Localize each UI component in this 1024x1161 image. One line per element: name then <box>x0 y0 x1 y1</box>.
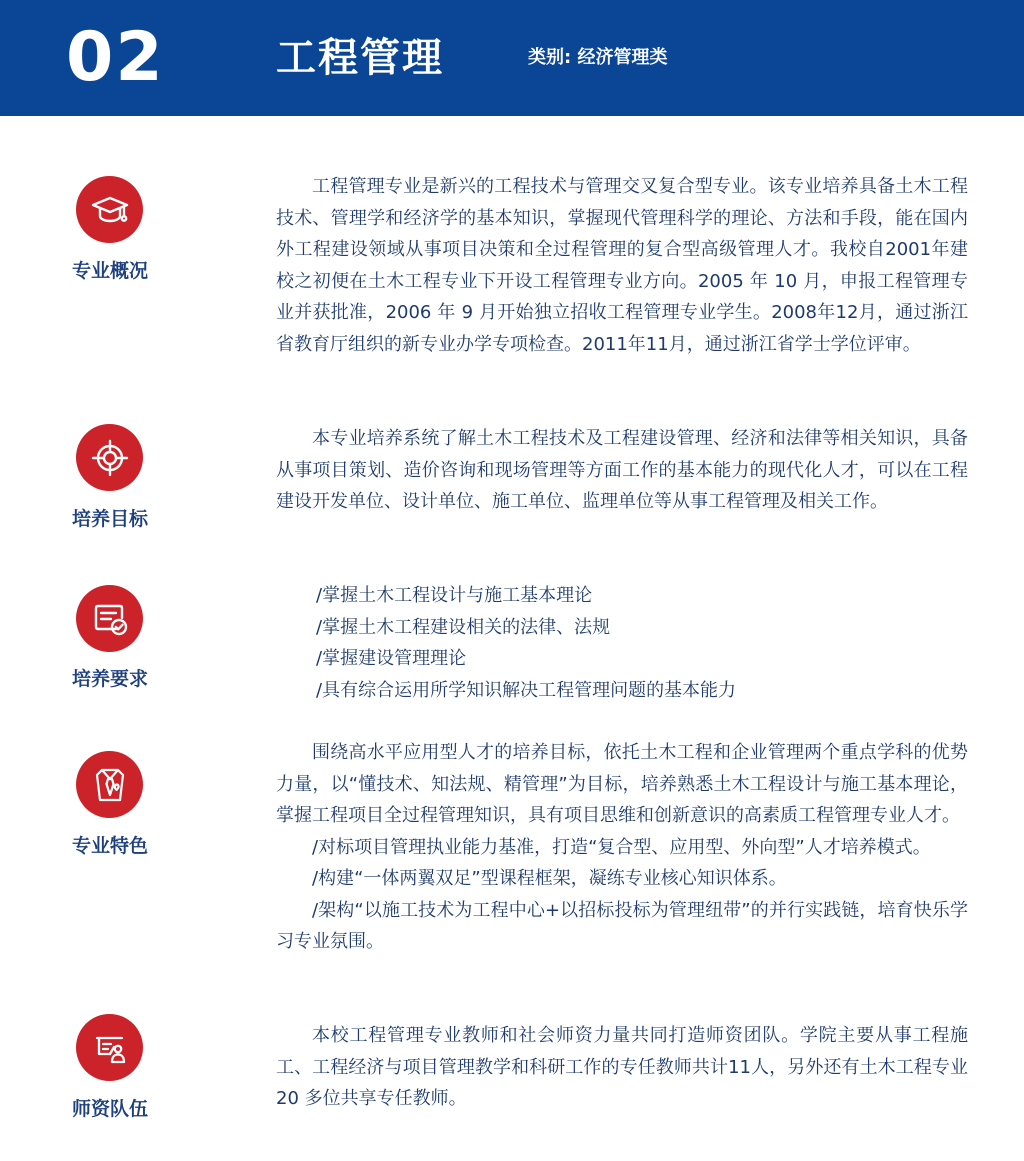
teacher-board-icon <box>76 1014 143 1081</box>
section-body <box>276 171 968 360</box>
paragraph: 工程管理专业是新兴的工程技术与管理交叉复合型专业。该专业培养具备土木工程技术、管理学和经济学的基本知识，掌握现代管理科学的理论、方法和手段，能在国内外工程建设领域从事项目决策和全过程管理的复合型高级管理人才。我校自2001年建校之初便在土木工程专业下开设工程管理专业方向。2005 年 10 月，申报工程管理专业并获批准，2006 年 9 月开始独立招收工程管理专业学生。2008年12月，通过浙江省教育厅组织的新专业办学专项检查。2011年11月，通过浙江省学士学位评审。 <box>276 176 968 355</box>
section-label: 培养要求 <box>71 668 148 690</box>
paragraph: 围绕高水平应用型人才的培养目标，依托土木工程和企业管理两个重点学科的优势力量，以“懂技术、知法规、精管理”为目标，培养熟悉土木工程设计与施工基本理论，掌握工程项目全过程管理知识，具有项目思维和创新意识的高素质工程管理专业人才。 <box>276 742 968 826</box>
target-icon <box>76 424 143 491</box>
list-item: /掌握建设管理理论 <box>316 648 467 669</box>
section-label: 师资队伍 <box>71 1098 148 1120</box>
paragraph: 本专业培养系统了解土木工程技术及工程建设管理、经济和法律等相关知识，具备从事项目策划、造价咨询和现场管理等方面工作的基本能力的现代化人才，可以在工程建设开发单位、设计单位、施工单位、监理单位等从事工程管理及相关工作。 <box>276 428 968 512</box>
category-label: 类别: 经济管理类 <box>528 47 668 68</box>
paragraph: /构建“一体两翼双足”型课程框架，凝练专业核心知识体系。 <box>312 868 787 889</box>
section-label: 专业特色 <box>71 835 148 857</box>
section-label: 专业概况 <box>71 260 148 282</box>
section-body <box>276 737 968 958</box>
list-item: /掌握土木工程设计与施工基本理论 <box>316 585 593 606</box>
list-item: /掌握土木工程建设相关的法律、法规 <box>316 616 611 638</box>
section-body <box>276 1020 968 1115</box>
section-body <box>276 423 968 518</box>
paragraph: /架构“以施工技术为工程中心+以招标投标为管理纽带”的并行实践链，培育快乐学习专业氛围。 <box>276 899 968 952</box>
section-number: 02 <box>66 18 165 97</box>
section-label: 培养目标 <box>71 508 148 530</box>
graduation-cap-icon <box>76 176 143 243</box>
list-item: /具有综合运用所学知识解决工程管理问题的基本能力 <box>316 679 737 701</box>
page-title: 工程管理 <box>276 35 444 81</box>
paragraph: 本校工程管理专业教师和社会师资力量共同打造师资团队。学院主要从事工程施工、工程经济与项目管理教学和科研工作的专任教师共计11人，另外还有土木工程专业 20 多位共享专任教师。 <box>276 1025 968 1109</box>
paragraph: /对标项目管理执业能力基准，打造“复合型、应用型、外向型”人才培养模式。 <box>312 836 931 858</box>
document-check-icon <box>76 585 143 652</box>
section-body <box>276 580 968 706</box>
shirt-tie-icon <box>76 751 143 818</box>
header-banner <box>0 0 1024 116</box>
